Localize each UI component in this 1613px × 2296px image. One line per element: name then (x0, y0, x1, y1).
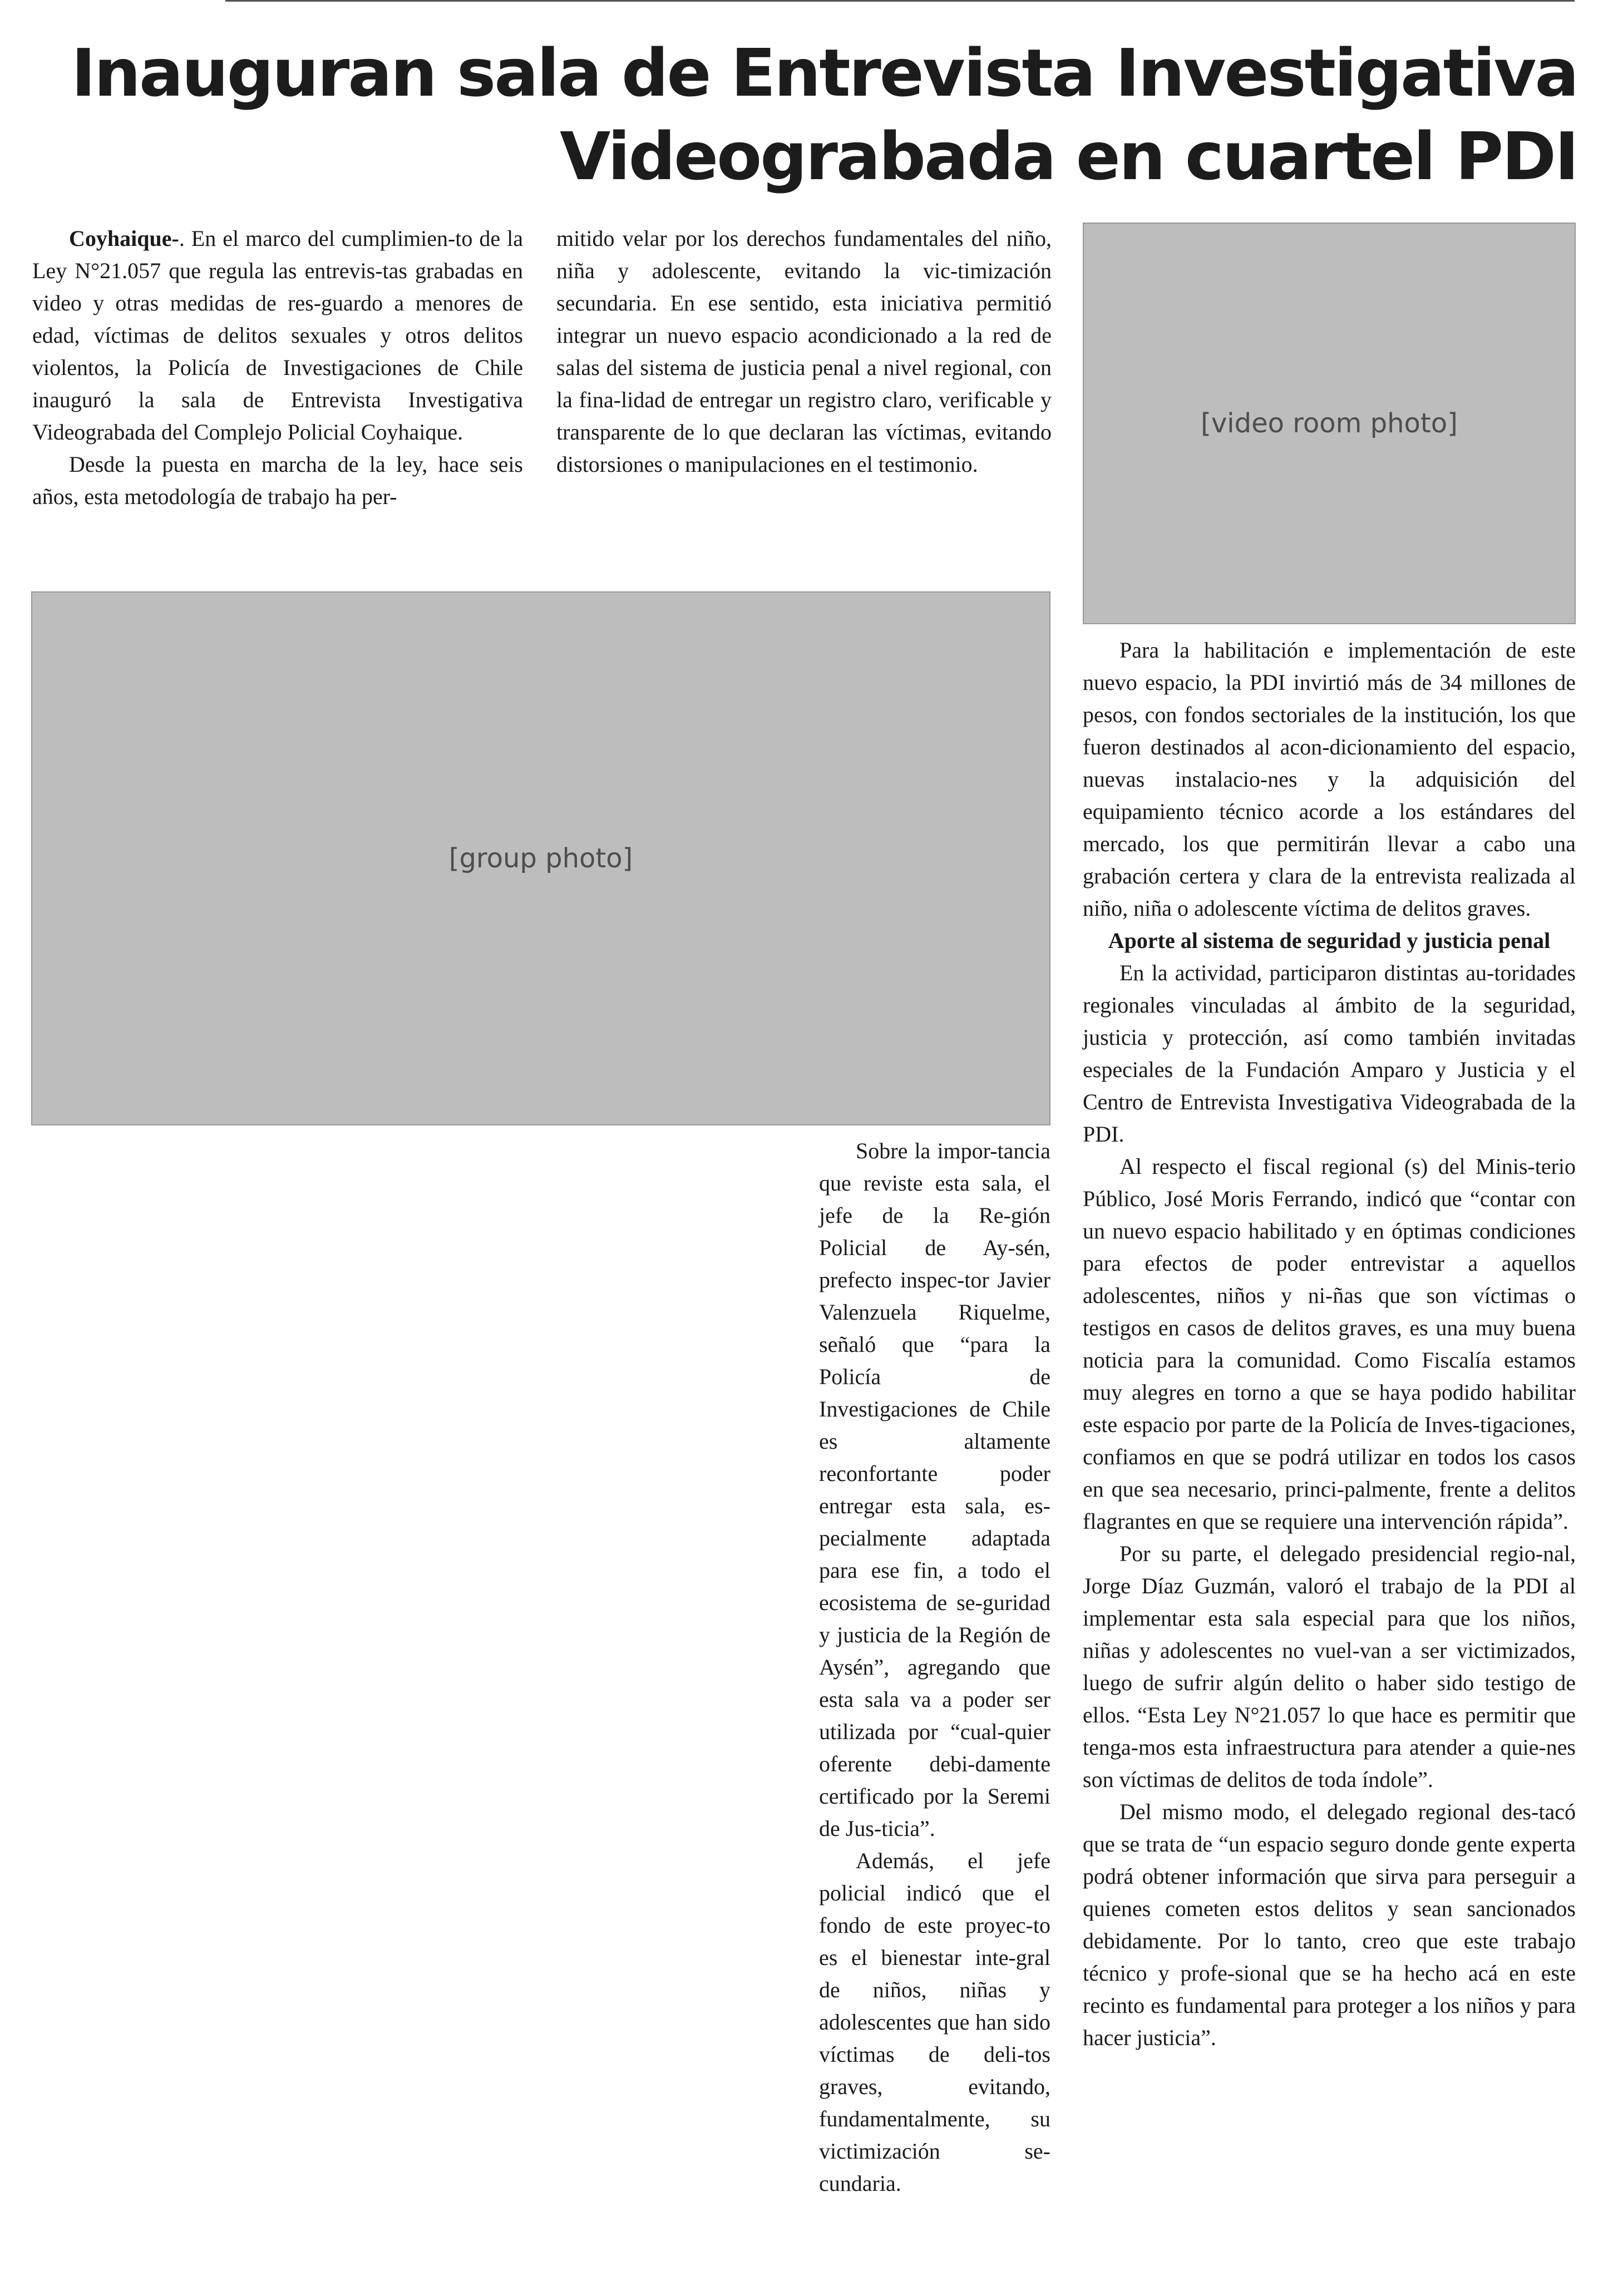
column-2 (556, 223, 1052, 481)
paragraph-1-text: . En el marco del cumplimien-to de la Ley N°21.057 que regula las entrevis-tas grabadas en video y otras medidas de res-guardo a menores de edad, víctimas de delitos sexuales y otros delitos violentos, la Policía de Investigaciones de Chile inauguró la sala de Entrevista Investigativa Videograbada del Complejo Policial Coyhaique. (32, 226, 523, 445)
group-photo-placeholder: [group photo] (32, 592, 1049, 1124)
paragraph-5: En la actividad, participaron distintas au-toridades regionales vinculadas al ámbito de la seguridad, justicia y protección, así como también invitadas especiales de la Fundación Amparo y Justicia y el Centro de Entrevista Investigativa Videograbada de la PDI. (1083, 960, 1576, 1147)
paragraph-1 (32, 223, 523, 448)
paragraph-7: Por su parte, el delegado presidencial regio-nal, Jorge Díaz Guzmán, valoró el trabajo de la PDI al implementar esta sala especial para que los niños, niñas y adolescentes no vuel-van a ser victimizados, luego de sufrir algún delito o haber sido testigo de ellos. “Esta Ley N°21.057 lo que hace es permitir que tenga-mos esta infraestructura para atender a quie-nes son víctimas de delitos de toda índole”. (1083, 1541, 1576, 1792)
subhead: Aporte al sistema de seguridad y justicia penal (1108, 928, 1551, 953)
paragraph-10: Además, el jefe policial indicó que el fondo de este proyec-to es el bienestar inte-gral de niños, niñas y adolescentes que han sido víctimas de deli-tos graves, evitando, fundamentalmente, su victimización se-cundaria. (819, 1848, 1050, 2196)
paragraph-6: Al respecto el fiscal regional (s) del Minis-terio Público, José Moris Ferrando, indicó que “contar con un nuevo espacio habilitado y en óptimas condiciones para efectos de poder entrevistar a aquellos adolescentes, niños y ni-ñas que son víctimas o testigos en casos de delitos graves, es una muy buena noticia para la comunidad. Como Fiscalía estamos muy alegres en torno a que se haya podido habilitar este espacio por parte de la Policía de Inves-tigaciones, confiamos en que se podrá utilizar en todos los casos en que sea necesario, princi-palmente, frente a delitos flagrantes en que se requiere una intervención rápida”. (1083, 1154, 1576, 1534)
headline-line-2: Videograbada en cuartel PDI (559, 118, 1577, 195)
headline-line-1: Inauguran sala de Entrevista Investigativa (71, 34, 1577, 111)
paragraph-3: mitido velar por los derechos fundamentales del niño, niña y adolescente, evitando la vic-timización secundaria. En ese sentido, esta iniciativa permitió integrar un nuevo espacio acondicionado a la red de salas del sistema de justicia penal a nivel regional, con la fina-lidad de entregar un registro claro, verificable y transparente de lo que declaran las víctimas, evitando distorsiones o manipulaciones en el testimonio. (556, 226, 1052, 477)
equipment-photo-placeholder: [video room photo] (1084, 224, 1575, 623)
paragraph-9: Sobre la impor-tancia que reviste esta sala, el jefe de la Re-gión Policial de Ay-sén, prefecto inspec-tor Javier Valenzuela Riquelme, señaló que “para la Policía de Investigaciones de Chile es altamente reconfortante poder entregar esta sala, es-pecialmente adaptada para ese fin, a todo el ecosistema de se-guridad y justicia de la Región de Aysén”, agregando que esta sala va a poder ser utilizada por “cual-quier oferente debi-damente certificado por la Seremi de Jus-ticia”. (819, 1138, 1050, 1841)
top-rule (225, 0, 1575, 2)
group-photo (31, 591, 1050, 1125)
column-right (1083, 634, 1576, 2054)
equipment-photo (1083, 223, 1576, 624)
paragraph-2: Desde la puesta en marcha de la ley, hace seis años, esta metodología de trabajo ha per- (32, 452, 523, 509)
dateline: Coyhaique- (69, 226, 179, 251)
paragraph-4: Para la habilitación e implementación de este nuevo espacio, la PDI invirtió más de 34 millones de pesos, con fondos sectoriales de la institución, los que fueron destinados al acon-dicionamiento del espacio, nuevas instalacio-nes y la adquisición del equipamiento técnico acorde a los estándares del mercado, los que permitirán llevar a cabo una grabación certera y clara de la entrevista realizada al niño, niña o adolescente víctima de delitos graves. (1083, 638, 1576, 921)
paragraph-8: Del mismo modo, el delegado regional des-tacó que se trata de “un espacio seguro donde gente experta podrá obtener información que sirva para perseguir a quienes cometen estos delitos y sean sancionados debidamente. Por lo tanto, creo que este trabajo técnico y profe-sional que se ha hecho acá en este recinto es fundamental para proteger a los niños y para hacer justicia”. (1083, 1799, 1576, 2050)
column-1 (32, 223, 523, 513)
column-narrow (819, 1135, 1050, 2200)
